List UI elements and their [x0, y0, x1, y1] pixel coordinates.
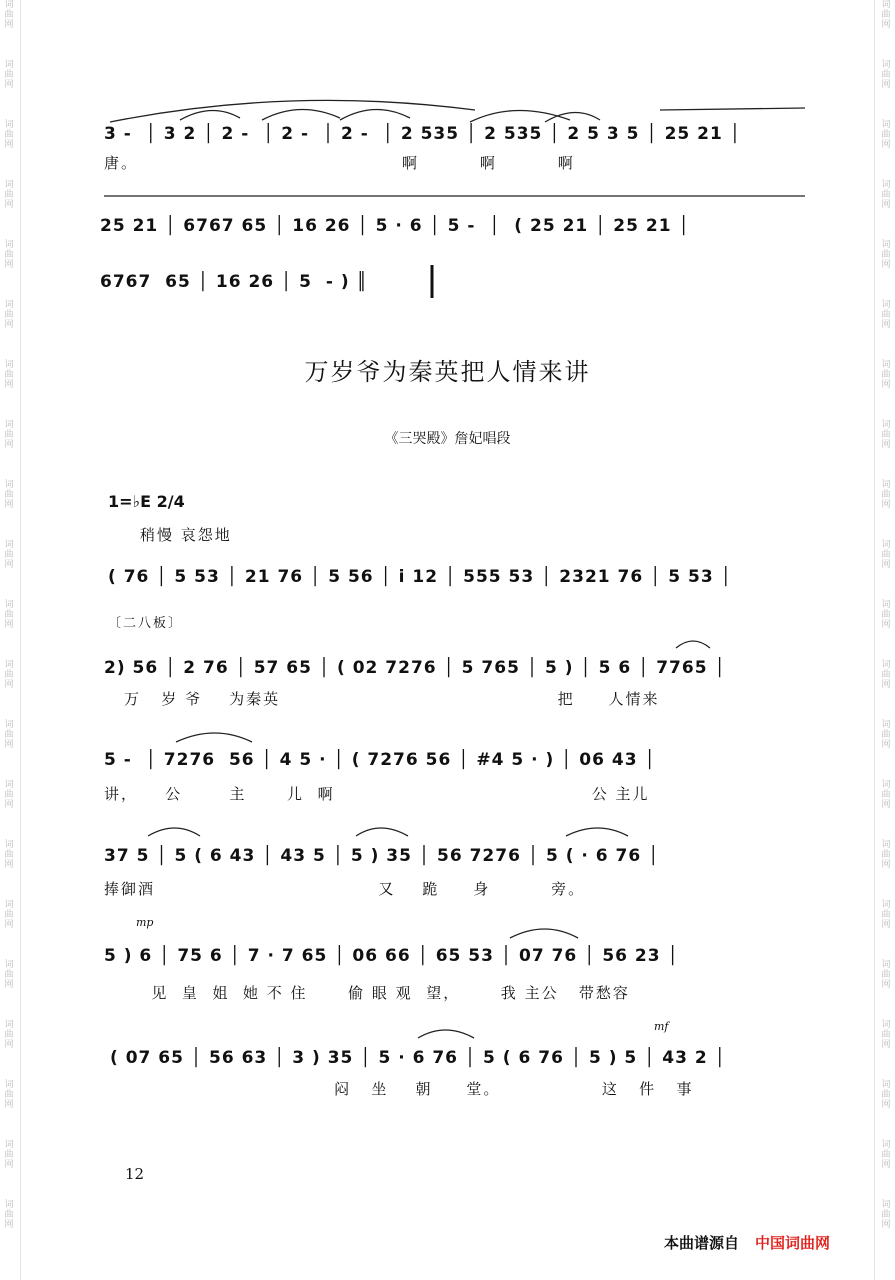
slur-arc — [110, 100, 475, 122]
watermark-mark: 词 曲 网 — [4, 960, 14, 990]
song-subtitle: 《三哭殿》詹妃唱段 — [384, 431, 511, 447]
slur-arc — [418, 1030, 474, 1038]
melody-line-6-notes: ( 07 65 │ 56 63 │ 3 ) 35 │ 5 · 6 76 │ 5 ( 6 76 │ 5 ) 5 │ 43 2 │ — [110, 1048, 726, 1068]
slur-arc — [545, 112, 600, 122]
watermark-mark: 词 曲 网 — [4, 540, 14, 570]
score-line-1-notes: 3 - │ 3 2 │ 2 - │ 2 - │ 2 - │ 2 535 │ 2 535 │ 2 5 3 5 │ 25 21 │ — [104, 124, 741, 144]
melody-line-2-notes: 2) 56 │ 2 76 │ 57 65 │ ( 02 7276 │ 5 765 │ 5 ) │ 5 6 │ 7765 │ — [104, 658, 726, 678]
watermark-mark: 词 曲 网 — [4, 1200, 14, 1230]
watermark-mark: 词 曲 网 — [881, 660, 891, 690]
slur-arc — [676, 641, 710, 648]
score-line-1-lyrics: 唐。 啊 啊 啊 — [104, 154, 575, 172]
watermark-mark: 词 曲 网 — [4, 300, 14, 330]
watermark-mark: 词 曲 网 — [881, 1080, 891, 1110]
watermark-mark: 词 曲 网 — [881, 300, 891, 330]
watermark-mark: 词 曲 网 — [881, 1200, 891, 1230]
watermark-mark: 词 曲 网 — [4, 480, 14, 510]
slur-arc — [566, 828, 628, 836]
watermark-mark: 词 曲 网 — [4, 900, 14, 930]
slur-arc — [510, 929, 578, 938]
melody-line-3-lyrics: 讲， 公 主 儿 啊 公 主儿 — [104, 785, 650, 803]
dynamic-mp: mp — [136, 916, 154, 929]
source-credit — [664, 1232, 830, 1253]
source-brand[interactable]: 中国词曲网 — [755, 1234, 831, 1252]
song-title: 万岁爷为秦英把人情来讲 — [304, 358, 591, 386]
watermark-mark: 词 曲 网 — [4, 1020, 14, 1050]
watermark-mark: 词 曲 网 — [4, 600, 14, 630]
source-label: 本曲谱源自 — [664, 1234, 740, 1252]
watermark-mark: 词 曲 网 — [881, 540, 891, 570]
slur-arc — [340, 109, 410, 120]
melody-line-5-lyrics: 见 皇 姐 她 不 住 偷 眼 观 望， 我 主公 带愁容 — [104, 984, 630, 1002]
melody-line-5-notes: 5 ) 6 │ 75 6 │ 7 · 7 65 │ 06 66 │ 65 53 │ 07 76 │ 56 23 │ — [104, 946, 679, 966]
melody-line-1-notes: ( 76 │ 5 53 │ 21 76 │ 5 56 │ i 12 │ 555 53 │ 2321 76 │ 5 53 │ — [108, 567, 732, 587]
score-line-2-notes: 25 21 │ 6767 65 │ 16 26 │ 5 · 6 │ 5 - │ ( 25 21 │ 25 21 │ — [100, 216, 690, 236]
slur-arc — [356, 828, 408, 836]
watermark-mark: 词 曲 网 — [881, 780, 891, 810]
watermark-mark: 词 曲 网 — [881, 900, 891, 930]
watermark-mark: 词 曲 网 — [4, 60, 14, 90]
melody-line-2-lyrics: 万 岁 爷 为秦英 把 人情来 — [124, 690, 660, 708]
watermark-mark: 词 曲 网 — [4, 720, 14, 750]
watermark-mark: 词 曲 网 — [4, 780, 14, 810]
watermark-mark: 词 曲 网 — [4, 1080, 14, 1110]
watermark-mark: 词 曲 网 — [4, 0, 14, 30]
watermark-mark: 词 曲 网 — [881, 1020, 891, 1050]
key-signature: 1=♭E 2/4 — [108, 492, 185, 511]
watermark-mark: 词 曲 网 — [881, 720, 891, 750]
dynamic-mf: mf — [654, 1020, 669, 1033]
watermark-mark: 词 曲 网 — [881, 1140, 891, 1170]
watermark-mark: 词 曲 网 — [881, 840, 891, 870]
watermark-mark: 词 曲 网 — [881, 480, 891, 510]
page-number: 12 — [125, 1165, 145, 1183]
watermark-mark: 词 曲 网 — [881, 60, 891, 90]
watermark-mark: 词 曲 网 — [881, 360, 891, 390]
watermark-mark: 词 曲 网 — [4, 660, 14, 690]
watermark-mark: 词 曲 网 — [881, 0, 891, 30]
tempo-marking: 稍慢 哀怨地 — [140, 526, 232, 544]
watermark-mark: 词 曲 网 — [4, 840, 14, 870]
score-line-3-notes: 6767 65 │ 16 26 │ 5 - ) ║ — [100, 272, 368, 292]
banzi-marking: 〔二八板〕 — [108, 616, 184, 631]
watermark-mark: 词 曲 网 — [4, 240, 14, 270]
slur-arc — [262, 109, 340, 120]
slur-arc — [660, 108, 805, 110]
watermark-mark: 词 曲 网 — [4, 420, 14, 450]
watermark-mark: 词 曲 网 — [881, 600, 891, 630]
watermark-mark: 词 曲 网 — [4, 1140, 14, 1170]
watermark-mark: 词 曲 网 — [881, 420, 891, 450]
watermark-mark: 词 曲 网 — [881, 960, 891, 990]
slur-arc — [148, 828, 200, 836]
melody-line-3-notes: 5 - │ 7276 56 │ 4 5 · │ ( 7276 56 │ #4 5 · ) │ 06 43 │ — [104, 750, 656, 770]
melody-line-6-lyrics: 闷 坐 朝 堂。 这 件 事 — [104, 1080, 694, 1098]
watermark-mark: 词 曲 网 — [881, 120, 891, 150]
melody-line-4-lyrics: 捧御酒 又 跪 身 旁。 — [104, 880, 586, 898]
watermark-mark: 词 曲 网 — [4, 180, 14, 210]
slur-arc — [180, 110, 240, 120]
watermark-mark: 词 曲 网 — [881, 180, 891, 210]
watermark-mark: 词 曲 网 — [4, 360, 14, 390]
watermark-mark: 词 曲 网 — [881, 240, 891, 270]
slur-arc — [176, 733, 252, 742]
melody-line-4-notes: 37 5 │ 5 ( 6 43 │ 43 5 │ 5 ) 35 │ 56 7276 │ 5 ( · 6 76 │ — [104, 846, 660, 866]
watermark-mark: 词 曲 网 — [4, 120, 14, 150]
